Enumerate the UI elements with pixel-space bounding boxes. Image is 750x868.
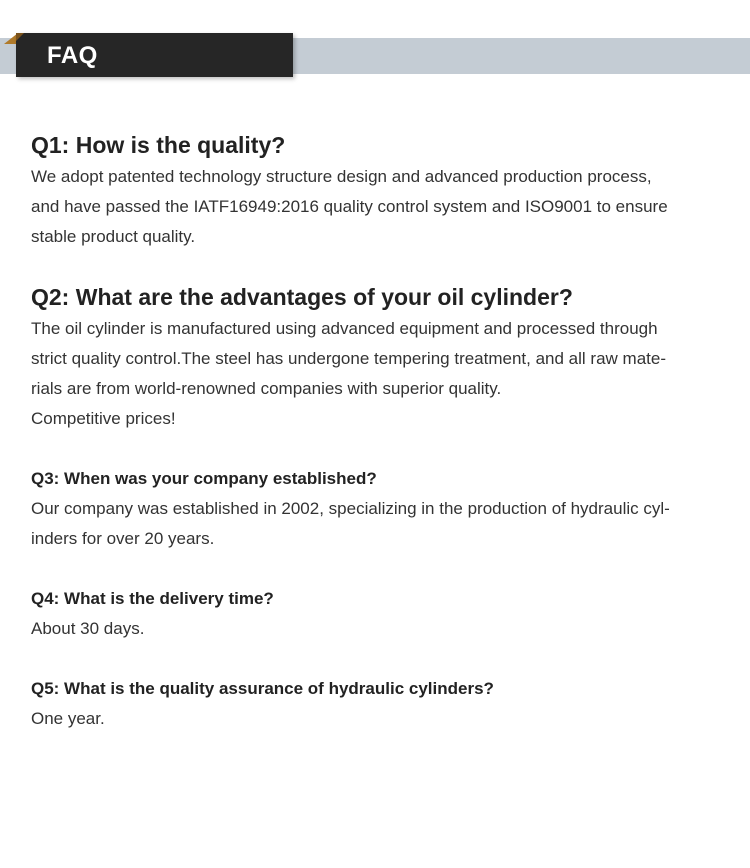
faq-question-3: Q3: When was your company established? xyxy=(31,469,377,488)
banner-fold-shadow xyxy=(16,33,24,41)
faq-list xyxy=(31,128,721,734)
spacer xyxy=(31,252,721,280)
faq-item-1 xyxy=(31,128,721,252)
faq-question-4: Q4: What is the delivery time? xyxy=(31,589,274,608)
spacer xyxy=(31,644,721,674)
page-title: FAQ xyxy=(47,42,98,69)
faq-question-1: Q1: How is the quality? xyxy=(31,132,286,158)
faq-answer-5: One year. xyxy=(31,709,105,728)
faq-answer-3: Our company was established in 2002, specializing in the production of hydraulic cyl- inders for over 20 years. xyxy=(31,499,670,548)
spacer xyxy=(31,434,721,464)
faq-item-5 xyxy=(31,674,721,734)
faq-item-3 xyxy=(31,464,721,554)
faq-item-4 xyxy=(31,584,721,644)
spacer xyxy=(31,554,721,584)
faq-answer-2: The oil cylinder is manufactured using advanced equipment and processed through strict quality control.The steel has undergone tempering treatment, and all raw mate- rials are from world-renowned companies with superior quality. Competitive prices! xyxy=(31,319,666,428)
faq-question-2: Q2: What are the advantages of your oil cylinder? xyxy=(31,284,573,310)
faq-answer-4: About 30 days. xyxy=(31,619,145,638)
faq-answer-1: We adopt patented technology structure design and advanced production process, and have passed the IATF16949:2016 quality control system and ISO9001 to ensure stable product quality. xyxy=(31,167,668,246)
faq-question-5: Q5: What is the quality assurance of hydraulic cylinders? xyxy=(31,679,494,698)
faq-item-2 xyxy=(31,280,721,434)
